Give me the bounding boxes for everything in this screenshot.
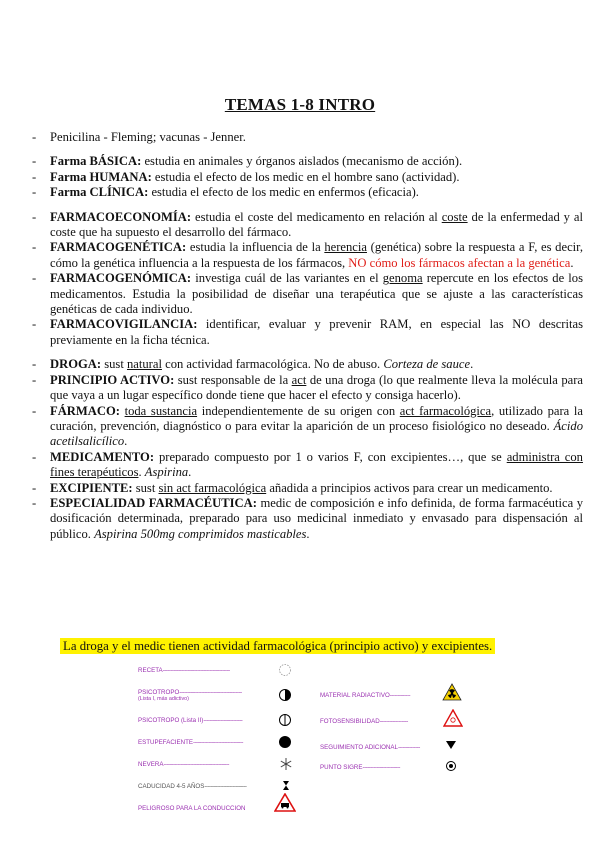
text-run: , utilizado para la curación, prevención, diagnóstico o para evitar la aparición de un proceso fisiológico no deseado. — [50, 403, 583, 433]
term-label: FARMACOECONOMÍA: — [50, 209, 192, 224]
text-run: . — [124, 434, 128, 449]
term-label: FARMACOGENÉTICA: — [50, 240, 187, 255]
text-run: preparado compuesto por 1 o varios F, con excipientes…, que se — [154, 449, 507, 464]
bullet-item — [30, 210, 583, 241]
text-run: coste — [441, 209, 468, 224]
text-run: con actividad farmacológica. No de abuso. — [161, 357, 384, 372]
text-run: sust — [101, 357, 127, 372]
symbol-legend — [138, 665, 468, 815]
bullet-item — [30, 130, 583, 145]
text-run: act — [291, 372, 307, 387]
text-run: Ácido acetilsalicílico — [50, 418, 583, 449]
text-run: genoma — [382, 271, 423, 286]
term-label: FARMACOVIGILANCIA: — [50, 317, 198, 332]
bullet-dash: - — [32, 357, 37, 372]
text-run: añadida a principios activos para crear un medicamento. — [266, 480, 553, 495]
legend-sub: (Lista I, más adictivo) — [138, 696, 189, 702]
radioactive-icon — [442, 683, 462, 701]
estupefaciente-icon — [278, 735, 292, 749]
bullet-group — [30, 357, 583, 542]
term-label: ESPECIALIDAD FARMACÉUTICA: — [50, 495, 257, 510]
bullet-dash: - — [32, 154, 37, 169]
legend-fotosensibilidad: FOTOSENSIBILIDAD------------------ — [320, 718, 408, 725]
term-label: EXCIPIENTE: — [50, 480, 133, 495]
bullet-dash: - — [32, 240, 37, 255]
bullet-item — [30, 373, 583, 404]
bullet-group — [30, 130, 583, 145]
text-run: herencia — [324, 240, 367, 255]
text-run: administra con fines terapéuticos — [50, 449, 583, 480]
text-run: independientemente de su origen con — [197, 403, 400, 418]
term-label: DROGA: — [50, 357, 102, 372]
snowflake-icon — [279, 757, 293, 771]
legend-receta: RECETA------------------------------------------- — [138, 667, 230, 674]
highlight-note — [60, 638, 580, 655]
text-run: act farmacológica — [399, 403, 492, 418]
text-run: Corteza de sauce — [383, 357, 471, 372]
term-label: PRINCIPIO ACTIVO: — [50, 372, 175, 387]
text-run: . — [470, 357, 474, 372]
text-run: estudia el coste del medicamento en relación al — [191, 209, 442, 224]
bullet-dash: - — [32, 495, 37, 510]
term-label: FÁRMACO: — [50, 403, 120, 418]
bullet-dash: - — [32, 130, 37, 144]
term-label: Farma HUMANA: — [50, 169, 152, 184]
legend-label: CADUCIDAD 4-5 AÑOS — [138, 783, 205, 790]
bullet-dash: - — [32, 403, 37, 418]
bullet-dash: - — [32, 169, 37, 184]
bullet-item — [30, 240, 583, 271]
text-run: medic de composición e info definida, de forma farmacéutica y dosificación determinada, preparado para uso medicinal inmediato y envasado para dispensación al público. — [50, 495, 584, 541]
legend-conduccion — [138, 805, 246, 812]
text-run: NO cómo los fármacos afectan a la genética — [348, 255, 571, 270]
text-run: repercute en los efectos de los medicamentos. Estudia la posibilidad de diseñar una terapéutica que se ajuste a las características genéticas de cada individuo. — [50, 271, 583, 317]
bullet-item — [30, 154, 583, 169]
bullet-item — [30, 496, 583, 542]
term-label: MEDICAMENTO: — [50, 449, 155, 464]
bullet-dash: - — [32, 271, 37, 286]
bullet-item — [30, 317, 583, 348]
bullet-dash: - — [32, 185, 37, 200]
legend-label: NEVERA — [138, 761, 164, 768]
text-run: de una droga (lo que realmente lleva la molécula para que vaya a un lugar específico donde tiene que hacer el efecto y consiga hacerlo). — [50, 372, 583, 403]
legend-estupefaciente: ESTUPEFACIENTE-------------------------------- — [138, 739, 243, 746]
text-run: . — [138, 465, 145, 480]
text-run: . — [306, 526, 310, 541]
legend-psicotropo-2: PSICOTROPO (Lista II)------------------------- — [138, 717, 243, 724]
bullet-group — [30, 210, 583, 349]
legend-label: SEGUIMIENTO ADICIONAL — [320, 744, 398, 751]
text-run: sin act farmacológica — [158, 480, 267, 495]
page-title: TEMAS 1-8 INTRO — [224, 95, 376, 114]
bullet-group — [30, 154, 583, 200]
text-run: sust responsable de la — [174, 372, 292, 387]
hourglass-icon — [282, 780, 290, 791]
black-triangle-icon — [445, 740, 457, 750]
legend-label: MATERIAL RADIACTIVO — [320, 692, 390, 699]
text-run: estudia la influencia de la — [186, 240, 325, 255]
text-run: (genética) sobre la respuesta a F, es decir, cómo la genética influencia a la respuesta de los fármacos, — [50, 240, 583, 270]
legend-label: PSICOTROPO — [138, 689, 180, 696]
legend-label: PSICOTROPO (Lista II) — [138, 717, 204, 724]
legend-label: PELIGROSO PARA LA CONDUCCION — [138, 805, 246, 812]
text-run: natural — [126, 357, 162, 372]
legend-radiactivo: MATERIAL RADIACTIVO------------- — [320, 692, 411, 699]
bullet-item — [30, 357, 583, 372]
legend-label: RECETA — [138, 667, 163, 674]
text-run: estudia el efecto de los medic en el hombre sano (actividad). — [151, 169, 460, 184]
highlight-text: La droga y el medic tienen actividad farmacológica (principio activo) y excipientes. — [60, 638, 495, 654]
text-run: . — [188, 465, 192, 480]
text-run: . — [570, 255, 574, 270]
bullet-item — [30, 185, 583, 200]
term-label: FARMACOGENÓMICA: — [50, 271, 192, 286]
bullet-dash: - — [32, 449, 37, 464]
text-run: Aspirina — [144, 465, 189, 480]
text-run: Aspirina 500mg comprimidos masticables — [94, 526, 307, 541]
text-run: toda sustancia — [124, 403, 198, 418]
bullet-item — [30, 450, 583, 481]
text-run: identificar, evaluar y prevenir RAM, en especial las NO descritas previamente en la ficha técnica. — [50, 317, 583, 347]
bullet-item — [30, 404, 583, 450]
legend-label: FOTOSENSIBILIDAD — [320, 718, 380, 725]
bullet-dash: - — [32, 372, 37, 387]
term-label: Farma BÁSICA: — [50, 154, 142, 169]
bullet-dash: - — [32, 209, 37, 224]
legend-caducidad: CADUCIDAD 4-5 AÑOS--------------------------- — [138, 783, 247, 790]
psicotropo-line-circle-icon — [278, 713, 292, 727]
text-run: estudia el efecto de los medic en enfermos (eficacia). — [148, 185, 419, 200]
legend-nevera: NEVERA------------------------------------------ — [138, 761, 229, 768]
driving-warning-icon — [274, 793, 296, 813]
term-label: Farma CLÍNICA: — [50, 185, 149, 200]
bullet-dash: - — [32, 317, 37, 332]
text-run: Penicilina - Fleming; vacunas - Jenner. — [50, 130, 246, 144]
bullet-dash: - — [32, 480, 37, 495]
text-run: estudia en animales y órganos aislados (mecanismo de acción). — [141, 154, 463, 169]
bullet-item — [30, 170, 583, 185]
legend-label: PUNTO SIGRE — [320, 764, 363, 771]
sigre-icon — [445, 760, 457, 772]
psicotropo-half-circle-icon — [278, 688, 292, 702]
legend-psicotropo-1: PSICOTROPO---------------------------------------- (Lista I, más adictivo) — [138, 689, 242, 702]
legend-label: ESTUPEFACIENTE — [138, 739, 194, 746]
legend-seguimiento: SEGUIMIENTO ADICIONAL-------------- — [320, 744, 420, 751]
content-list — [30, 130, 583, 551]
bullet-item — [30, 481, 583, 496]
bullet-item — [30, 271, 583, 317]
photosensitivity-icon — [443, 709, 463, 727]
legend-sigre: PUNTO SIGRE------------------------ — [320, 764, 400, 771]
receta-icon — [278, 663, 292, 677]
text-run: investiga cuál de las variantes en el — [191, 271, 383, 286]
text-run: sust — [132, 480, 159, 495]
text-run: de la enfermedad y al coste que ha supuesto el desarrollo del fármaco. — [50, 209, 583, 240]
